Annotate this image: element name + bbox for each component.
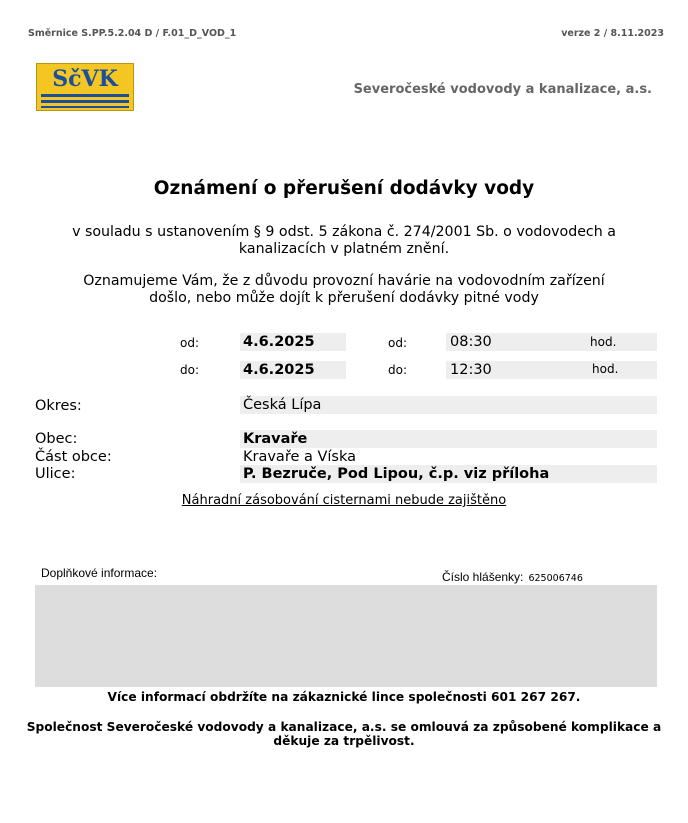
hours-label: hod. [590,335,617,349]
additional-info-label: Doplňkové informace: [41,566,158,580]
hotline-text: Více informací obdržíte na zákaznické lince společnosti 601 267 267. [107,690,581,704]
to-time-field [446,361,657,379]
district-value: Česká Lípa [243,397,322,413]
announcement-text [40,273,648,307]
tanker-notice: Náhradní zásobování cisternami nebude zajištěno [181,493,507,508]
report-number-value: 625006746 [528,573,583,584]
from-date-value: 4.6.2025 [243,334,315,350]
to-date-label: do: [180,363,200,377]
logo-text: SčVK [52,66,118,92]
version-label: verze 2 / 8.11.2023 [561,28,664,39]
report-number-group [442,566,583,585]
part-field [240,448,657,466]
company-name: Severočeské vodovody a kanalizace, a.s. [353,82,652,97]
to-time-value: 12:30 [450,362,492,378]
to-date-field [240,361,346,379]
apology-text [0,720,688,748]
directive-code: Směrnice S.PP.5.2.04 D / F.01_D_VOD_1 [28,28,237,39]
district-field [240,396,657,414]
announcement-line: Oznamujeme Vám, že z důvodu provozní havárie na vodovodním zařízení [83,273,605,289]
legal-text-line: v souladu s ustanovením § 9 odst. 5 zákona č. 274/2001 Sb. o vodovodech a [72,224,616,240]
from-date-label: od: [180,336,200,350]
hours-label: hod. [592,362,619,376]
from-date-field [240,333,346,351]
street-field [240,465,657,483]
district-label: Okres: [35,398,82,414]
part-value: Kravaře a Víska [243,449,357,465]
page-title: Oznámení o přerušení dodávky vody [153,178,535,199]
from-time-value: 08:30 [450,334,492,350]
logo-stripe [41,94,129,97]
municipality-value: Kravaře [243,431,308,447]
legal-text-line: kanalizacích v platném znění. [238,241,450,257]
additional-info-box [35,585,657,687]
from-time-label: od: [388,336,408,350]
apology-line: děkuje za trpělivost. [273,734,415,748]
logo-stripe [41,100,129,103]
report-number-label: Číslo hlášenky: [442,570,524,584]
municipality-field [240,430,657,448]
apology-line: Společnost Severočeské vodovody a kanalizace, a.s. se omlouvá za způsobené komplikace a [26,720,662,734]
municipality-label: Obec: [35,431,78,447]
logo-stripe [41,106,129,108]
street-value: P. Bezruče, Pod Lipou, č.p. viz příloha [243,466,550,482]
from-time-field [446,333,657,351]
part-label: Část obce: [35,449,112,465]
company-logo [36,63,134,111]
to-date-value: 4.6.2025 [243,362,315,378]
legal-text [40,224,648,258]
to-time-label: do: [388,363,408,377]
announcement-line: došlo, nebo může dojít k přerušení dodávky pitné vody [149,290,539,306]
street-label: Ulice: [35,466,76,482]
